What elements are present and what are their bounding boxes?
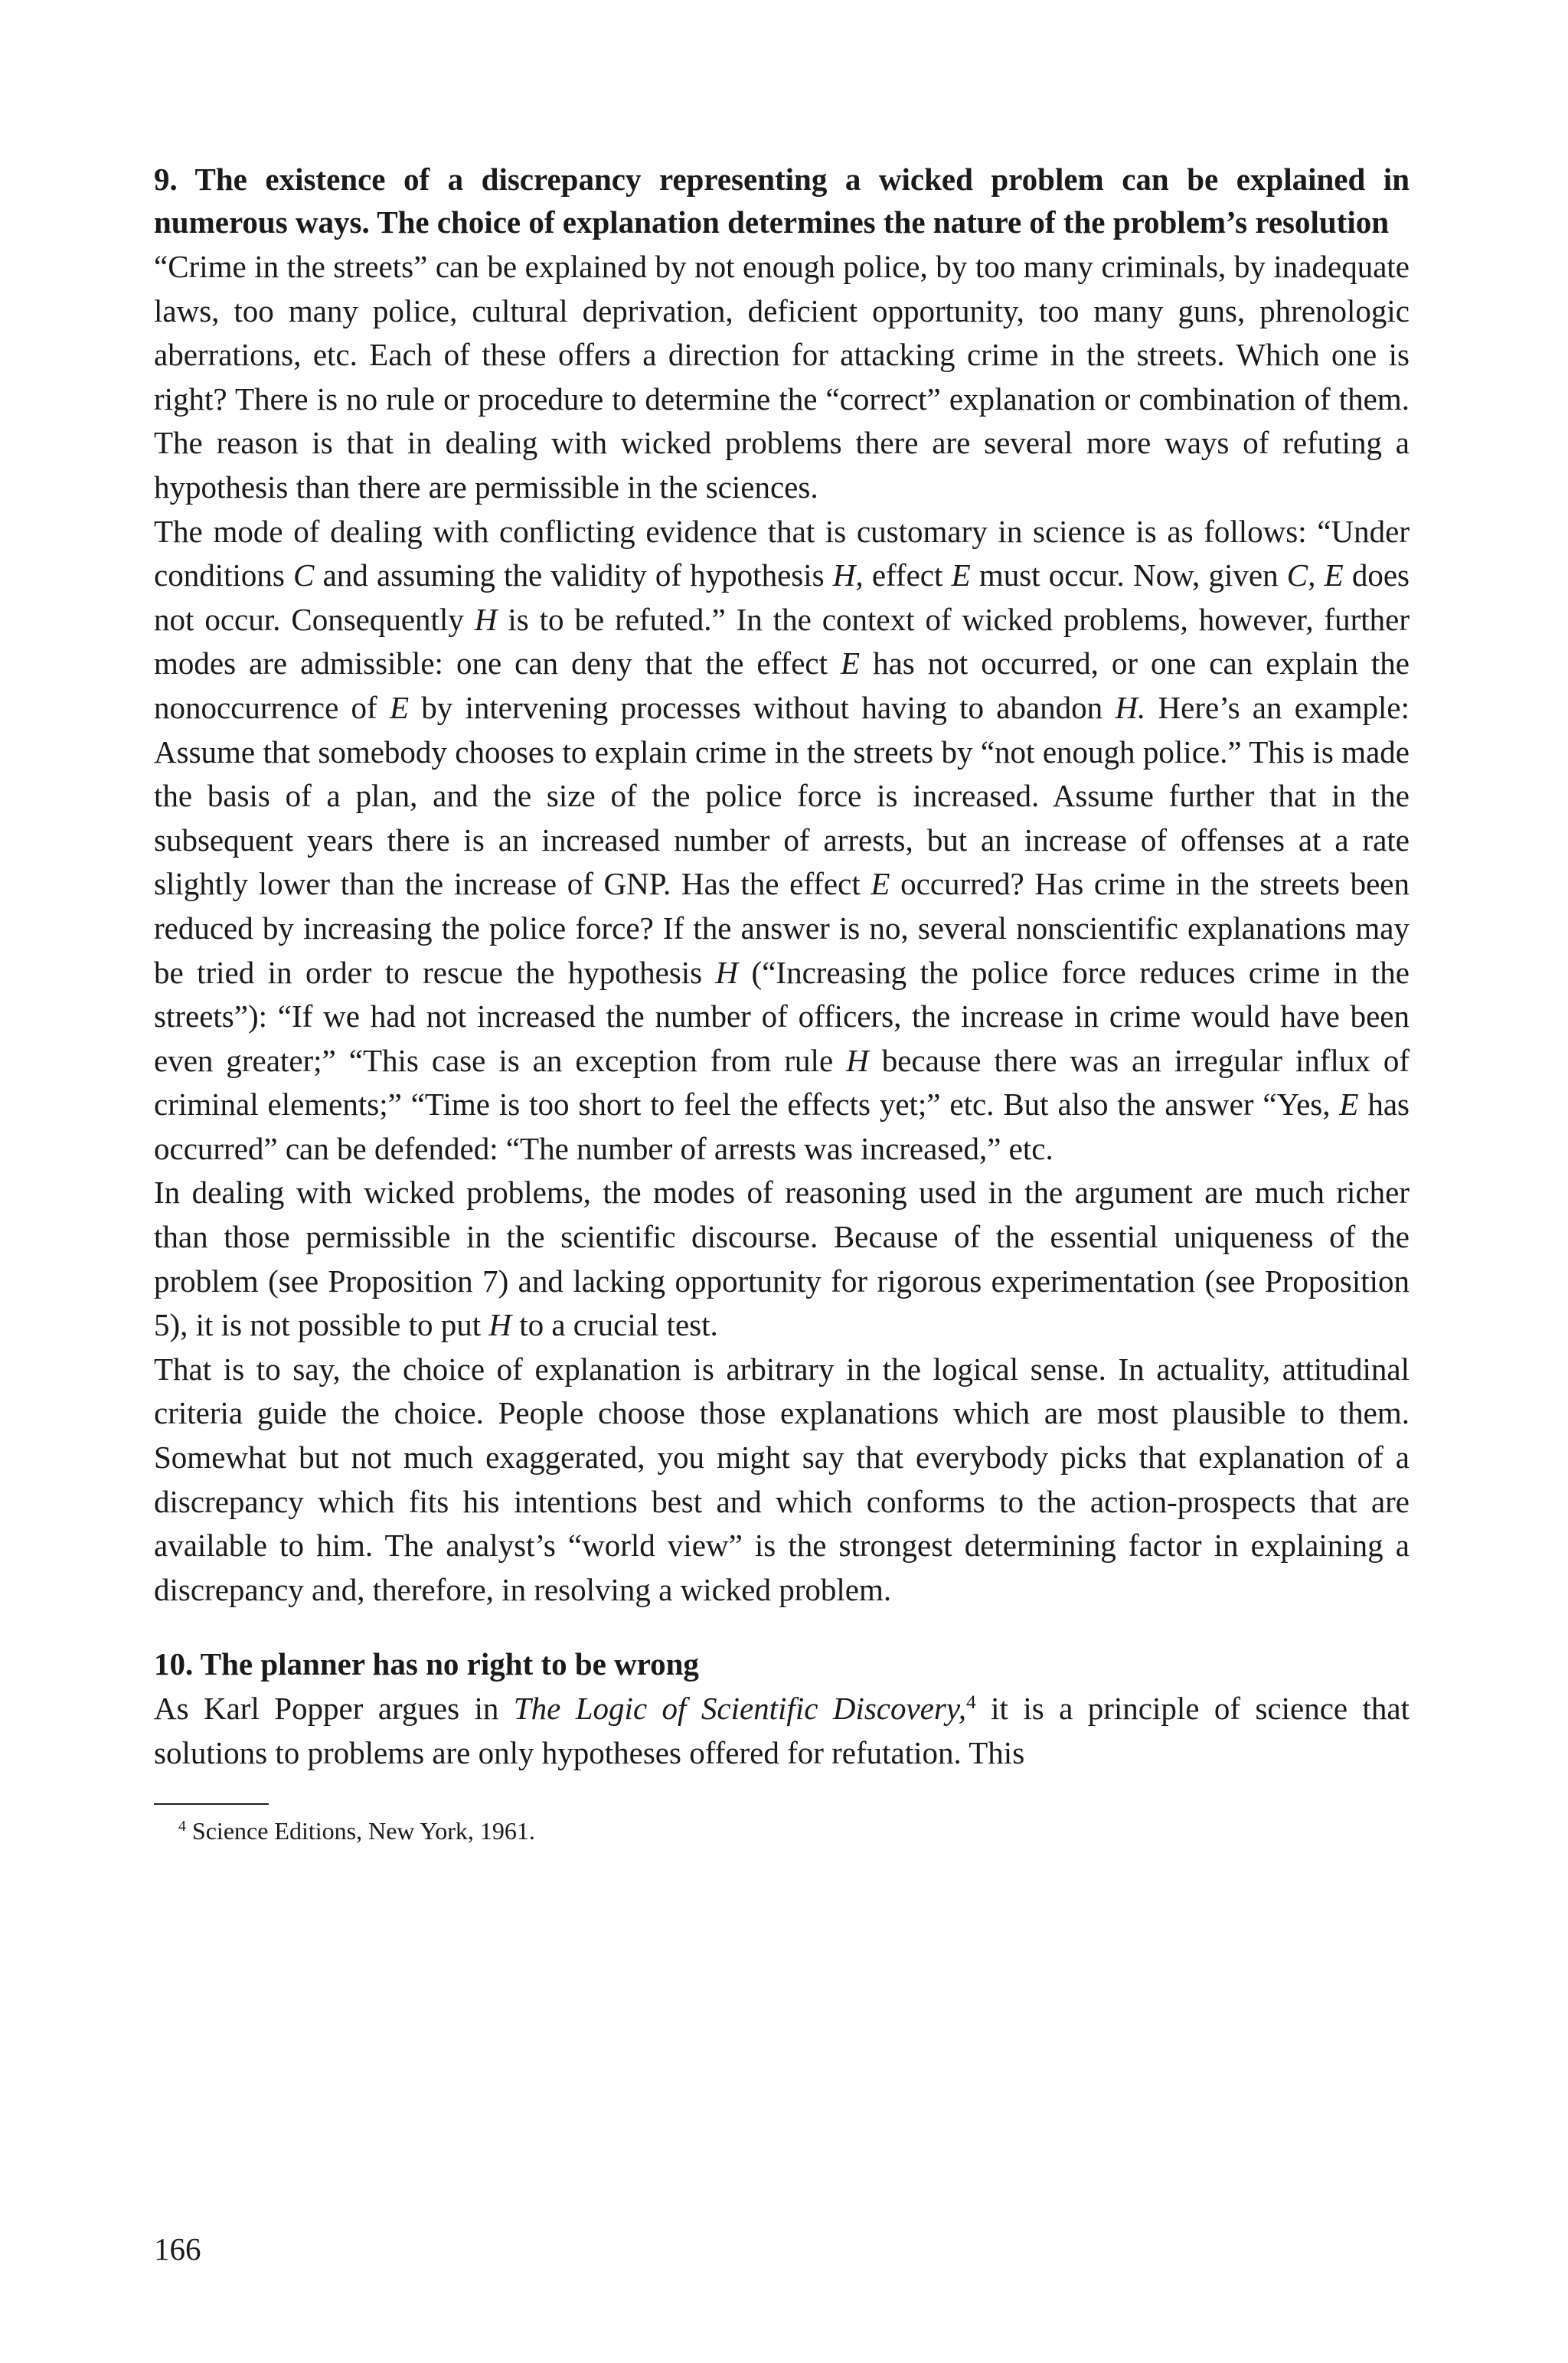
section-9-paragraph-3: In dealing with wicked problems, the modes of reasoning used in the argument are much richer than those permissible in the scientific discourse. Because of the essential uniqueness of the problem (see Proposition 7) and lacking opportunity for rigorous experimentation (see Proposition 5), it is not possible to put H to a crucial test.	[154, 1175, 1410, 1343]
page-number: 166	[154, 2231, 201, 2267]
section-10-paragraph-1: As Karl Popper argues in The Logic of Scientific Discovery,$^4$ it is a principle of science that solutions to problems are only hypotheses offered for refutation. This	[154, 1691, 1410, 1770]
footnote-divider	[154, 1803, 269, 1805]
section-9-heading: 9. The existence of a discrepancy representing a wicked problem can be explained in numerous ways. The choice of explanation determines the nature of the problem’s resolution	[154, 162, 1410, 240]
section-10-heading: 10. The planner has no right to be wrong	[154, 1646, 699, 1682]
footnote-reference[interactable]: 4	[966, 1691, 976, 1714]
page-body	[154, 158, 1410, 1848]
section-9-paragraph-4: That is to say, the choice of explanation is arbitrary in the logical sense. In actuality, attitudinal criteria guide the choice. People choose those explanations which are most plausible to them. Somewhat but not much exaggerated, you might say that everybody picks that explanation of a discrepancy which fits his intentions best and which conforms to the action-prospects that are available to him. The analyst’s “world view” is the strongest determining factor in explaining a discrepancy and, therefore, in resolving a wicked problem.	[154, 1351, 1410, 1607]
footnote: $^4$ Science Editions, New York, 1961.	[178, 1816, 535, 1845]
footnote-marker: 4	[178, 1817, 186, 1835]
section-9-paragraph-1: “Crime in the streets” can be explained by not enough police, by too many criminals, by inadequate laws, too many police, cultural deprivation, deficient opportunity, too many guns, phrenologic aberrations, etc. Each of these offers a direction for attacking crime in the streets. Which one is right? There is no rule or procedure to determine the “correct” explanation or combination of them. The reason is that in dealing with wicked problems there are several more ways of refuting a hypothesis than there are permissible in the sciences.	[154, 249, 1410, 505]
section-spacer	[154, 1612, 1410, 1642]
section-9-paragraph-2: The mode of dealing with conflicting evidence that is customary in science is as follows: “Under conditions C and assuming the validity of hypothesis H, effect E must occur. Now, given C, E does not occur. Consequently H is to be refuted.” In the context of wicked problems, however, further modes are admissible: one can deny that the effect E has not occurred, or one can explain the nonoccurrence of E by intervening processes without having to abandon H. Here’s an example: Assume that somebody chooses to explain crime in the streets by “not enough police.” This is made the basis of a plan, and the size of the police force is increased. Assume further that in the subsequent years there is an increased number of arrests, but an increase of offenses at a rate slightly lower than the increase of GNP. Has the effect E occurred? Has crime in the streets been reduced by increasing the police force? If the answer is no, several nonscientific explanations may be tried in order to rescue the hypothesis H (“Increasing the police force reduces crime in the streets”): “If we had not increased the number of officers, the increase in crime would have been even greater;” “This case is an exception from rule H because there was an irregular influx of criminal elements;” “Time is too short to feel the effects yet;” etc. But also the answer “Yes, E has occurred” can be defended: “The number of arrests was increased,” etc.	[154, 513, 1410, 1166]
